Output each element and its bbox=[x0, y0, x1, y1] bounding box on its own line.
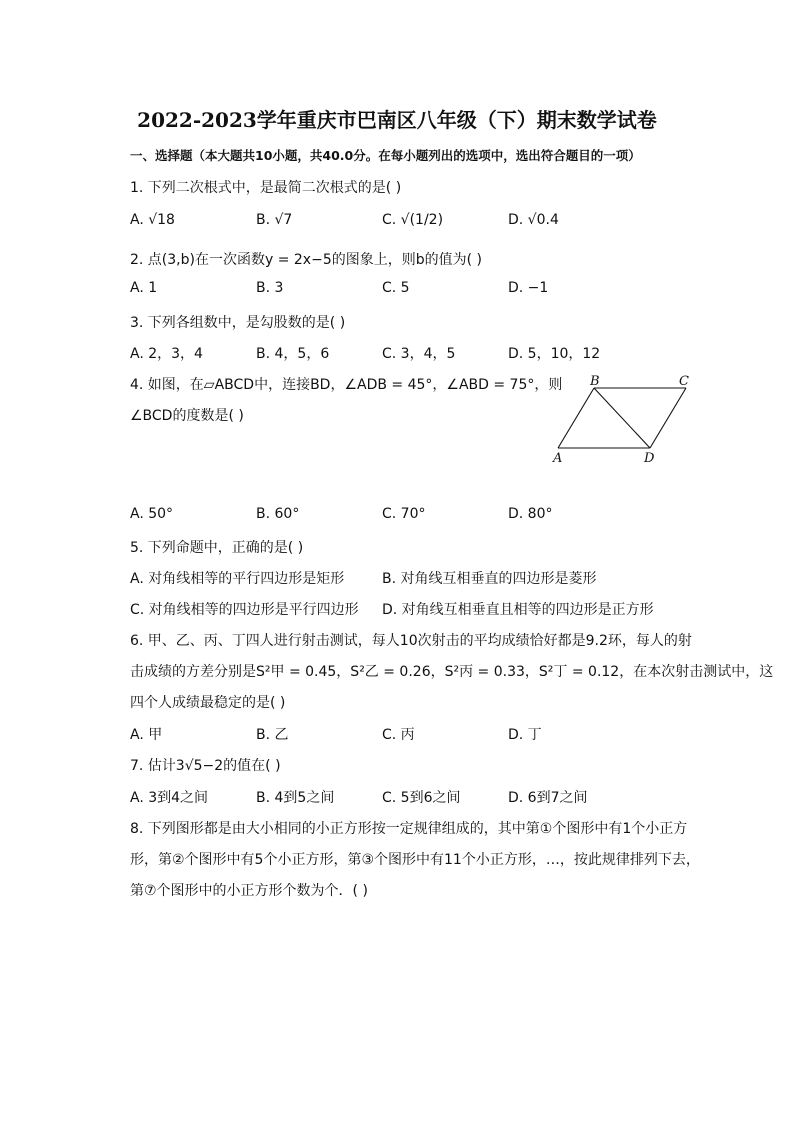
question-4-option-b: B. 60° bbox=[256, 506, 300, 522]
question-6-stem-line-3: 四个人成绩最稳定的是( ) bbox=[130, 695, 286, 711]
question-4-stem-line-2: ∠BCD的度数是( ) bbox=[130, 408, 244, 424]
vertex-label-a: A bbox=[553, 451, 563, 466]
question-6-option-a: A. 甲 bbox=[130, 727, 163, 743]
question-6-stem-line-2: 击成绩的方差分别是S²甲 = 0.45，S²乙 = 0.26，S²丙 = 0.33，S²丁 = 0.12，在本次射击测试中，这 bbox=[130, 664, 774, 680]
vertex-label-d: D bbox=[644, 451, 655, 466]
question-1-stem: 1. 下列二次根式中，是最简二次根式的是( ) bbox=[130, 180, 402, 196]
section-heading: 一、选择题（本大题共10小题，共40.0分。在每小题列出的选项中，选出符合题目的一项） bbox=[130, 148, 641, 163]
edge-ba bbox=[558, 388, 594, 448]
question-1-option-d: D. √0.4 bbox=[508, 212, 559, 228]
edge-cd bbox=[650, 388, 686, 448]
question-3-option-b: B. 4，5，6 bbox=[256, 346, 330, 362]
question-5-option-a: A. 对角线相等的平行四边形是矩形 bbox=[130, 571, 345, 587]
question-8-stem-line-2: 形，第②个图形中有5个小正方形，第③个图形中有11个小正方形，…，按此规律排列下去， bbox=[130, 852, 700, 868]
question-2-option-c: C. 5 bbox=[382, 280, 410, 296]
question-1-option-a: A. √18 bbox=[130, 212, 175, 228]
question-3-stem: 3. 下列各组数中，是勾股数的是( ) bbox=[130, 315, 346, 331]
question-8-stem-line-1: 8. 下列图形都是由大小相同的小正方形按一定规律组成的，其中第①个图形中有1个小正方 bbox=[130, 821, 688, 837]
question-2-option-a: A. 1 bbox=[130, 280, 158, 296]
question-4-option-a: A. 50° bbox=[130, 506, 174, 522]
question-7-option-a: A. 3到4之间 bbox=[130, 790, 209, 806]
question-5-option-c: C. 对角线相等的四边形是平行四边形 bbox=[130, 602, 359, 618]
question-3-option-a: A. 2，3，4 bbox=[130, 346, 203, 362]
question-7-option-c: C. 5到6之间 bbox=[382, 790, 461, 806]
vertex-label-b: B bbox=[590, 374, 600, 389]
question-2-option-d: D. −1 bbox=[508, 280, 549, 296]
question-3-option-d: D. 5，10，12 bbox=[508, 346, 601, 362]
question-3-option-c: C. 3，4，5 bbox=[382, 346, 456, 362]
question-1-option-b: B. √7 bbox=[256, 212, 293, 228]
question-7-stem: 7. 估计3√5−2的值在( ) bbox=[130, 758, 281, 774]
question-2-option-b: B. 3 bbox=[256, 280, 284, 296]
question-8-stem-line-3: 第⑦个图形中的小正方形个数为个．( ) bbox=[130, 883, 368, 899]
question-5-option-d: D. 对角线互相垂直且相等的四边形是正方形 bbox=[382, 602, 654, 618]
question-4-option-d: D. 80° bbox=[508, 506, 553, 522]
question-7-option-d: D. 6到7之间 bbox=[508, 790, 588, 806]
question-6-option-c: C. 丙 bbox=[382, 727, 415, 743]
question-6-option-b: B. 乙 bbox=[256, 727, 289, 743]
question-4-stem-line-1: 4. 如图，在▱ABCD中，连接BD，∠ADB = 45°，∠ABD = 75°，则 bbox=[130, 377, 563, 393]
page-title: 2022-2023学年重庆市巴南区八年级（下）期末数学试卷 bbox=[137, 108, 657, 132]
question-1-option-c: C. √(1/2) bbox=[382, 212, 444, 228]
question-6-option-d: D. 丁 bbox=[508, 727, 542, 743]
question-5-stem: 5. 下列命题中，正确的是( ) bbox=[130, 540, 304, 556]
question-7-option-b: B. 4到5之间 bbox=[256, 790, 335, 806]
question-2-stem: 2. 点(3,b)在一次函数y = 2x−5的图象上，则b的值为( ) bbox=[130, 252, 482, 268]
vertex-label-c: C bbox=[679, 374, 689, 389]
question-4-option-c: C. 70° bbox=[382, 506, 426, 522]
question-5-option-b: B. 对角线互相垂直的四边形是菱形 bbox=[382, 571, 597, 587]
diagonal-bd bbox=[594, 388, 650, 448]
parallelogram-figure bbox=[548, 372, 698, 467]
question-6-stem-line-1: 6. 甲、乙、丙、丁四人进行射击测试，每人10次射击的平均成绩恰好都是9.2环，每人的射 bbox=[130, 633, 692, 649]
